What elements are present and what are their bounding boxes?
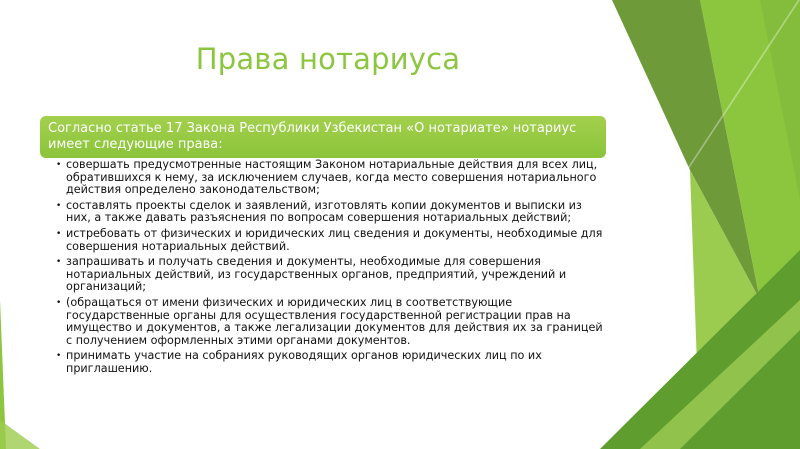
bullet-icon: • bbox=[56, 228, 62, 239]
bullet-icon: • bbox=[56, 160, 62, 170]
list-item bbox=[55, 159, 603, 197]
bullet-icon: • bbox=[56, 257, 62, 268]
facet-bottom-left bbox=[0, 420, 40, 449]
list-item-text: совершать предусмотренные настоящим Законом нотариальные действия для всех лиц, обратившихся к нему, за исключением случаев, когда место совершения нотариального действия определено законодательством; bbox=[66, 158, 598, 197]
bullet-icon: • bbox=[56, 297, 62, 308]
header-text: Согласно статье 17 Закона Республики Узбекистан «О нотариате» нотариус имеет следующие права: bbox=[48, 121, 577, 152]
list-item-text: запрашивать и получать сведения и документы, необходимые для совершения нотариальных действий, из государственных органов, предприятий, учреждений и организаций; bbox=[66, 255, 567, 294]
slide-title: Права нотариуса bbox=[195, 42, 461, 76]
list-item-text: (обращаться от имени физических и юридических лиц в соответствующие государственные органы для осуществления государственной регистрации прав на имущество и документов, а также легализации документов для действия их за границей с получением оформленных этими органами документов. bbox=[66, 295, 603, 347]
list-item-text: составлять проекты сделок и заявлений, изготовлять копии документов и выписки из них, а также давать разъяснения по вопросам совершения нотариальных действий; bbox=[66, 198, 582, 225]
list-item bbox=[55, 297, 603, 347]
list-item bbox=[55, 200, 603, 225]
bullet-icon: • bbox=[56, 200, 62, 211]
list-item-text: принимать участие на собраниях руководящих органов юридических лиц по их приглашению. bbox=[66, 349, 542, 375]
header-box bbox=[40, 116, 606, 158]
bullet-icon: • bbox=[56, 351, 62, 362]
list-item bbox=[55, 228, 603, 253]
list-item bbox=[55, 350, 603, 375]
rights-list bbox=[55, 159, 603, 379]
list-item-text: истребовать от физических и юридических лиц сведения и документы, необходимые для совершения нотариальных действий. bbox=[66, 226, 603, 253]
list-item bbox=[55, 256, 603, 294]
